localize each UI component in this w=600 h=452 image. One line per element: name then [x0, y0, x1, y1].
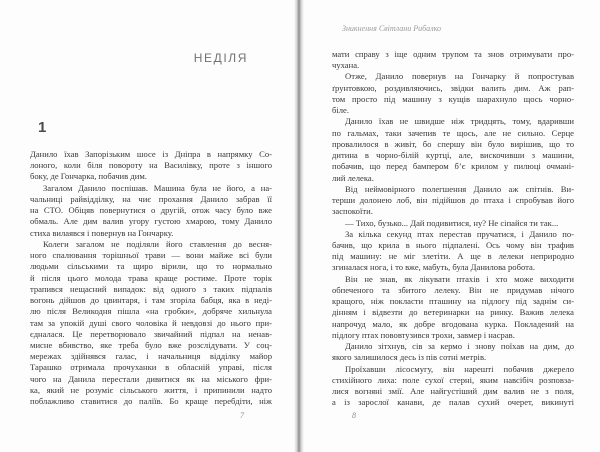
text-line: по гальмах, таки зачепив те щось, але не сильно. Серце — [332, 127, 574, 138]
text-line: провалилося в живіт, бо спершу він було вирішив, що то — [332, 138, 574, 149]
text-line: Отже, Данило повернув на Гончарку й попростував — [345, 71, 574, 82]
text-line: чухана. — [332, 60, 360, 71]
text-line: Данило зітхнув, сів за кермо і знову поїхав на дим, до — [345, 341, 574, 352]
text-line: вогонь дійшов до цвинтаря, і там згоріла бабця, яка в неді- — [30, 295, 272, 306]
text-line: — Тихо, бузько... Дай подивитися, ну? Не сіпайся ти так... — [345, 217, 559, 228]
page-right — [302, 0, 600, 452]
text-line: боку, де Гончарка, побачив дим. — [30, 171, 147, 182]
text-line: трапився нещасний випадок: від одного з таких підпалів — [30, 283, 272, 294]
text-line: заспокоїти. — [332, 206, 373, 217]
text-line: бачив, що крила в нього підпалені. Ось чому він трафив — [332, 239, 574, 250]
text-line: лоного, коли біля повороту на Василівку, проте з іншого — [30, 160, 272, 171]
text-line: чого на Данила перестали дивитися як на міського фри- — [30, 373, 272, 384]
text-line: обпеченого та збитого лелеку. Він не придумав нічого — [332, 284, 574, 295]
running-header: Зникнення Світлани Рибалко — [342, 24, 442, 33]
page-left — [0, 0, 298, 452]
text-line: Від неймовірного полегшення Данило аж спітнів. Ви- — [345, 183, 574, 194]
text-line: під машину: не міг злетіти. А ще в лелеки неприродно — [332, 251, 574, 262]
text-line: єдналася. Це перетворювало звичайний підпал на ненав- — [30, 328, 272, 339]
text-line: кращого, ніж покласти пташину на підлогу під заднім си- — [332, 296, 574, 307]
text-line: Він не знав, як лікувати птахів і хто може виходити — [345, 273, 574, 284]
chapter-title: НЕДІЛЯ — [193, 51, 248, 65]
text-line: людьми сільськими та щиро вірили, що то нормально — [30, 261, 272, 272]
text-line: чальниці райвідділку, на чиє прохання Данило забрав її — [30, 193, 272, 204]
text-line: стиха вилаявся і повернув на Гончарку. — [30, 227, 174, 238]
text-line: підлогу птах пововтузився трохи, завмер і насрав. — [332, 329, 515, 340]
text-line: мати справу з іще одним трупом та знов отримувати про- — [332, 49, 574, 59]
text-line: лий лелека. — [332, 172, 374, 183]
chapter-number: 1 — [38, 119, 47, 136]
text-line: Колеги загалом не поділяли його ставлення до весня- — [43, 238, 272, 249]
text-line: обмаль. Але дим валив угору густою хмарою, тому Данило — [30, 216, 272, 227]
text-line: Проїхавши лісосмугу, він нарешті побачив джерело — [345, 363, 574, 374]
text-line: ґрунтовкою, роздивляючись, звідки валить дим. Аж рап- — [332, 82, 574, 93]
text-line: якого залишилося десь із пів сотні метрів. — [332, 352, 487, 363]
text-line: лю після Великодня пішла «на гробки», добряче хильнула — [30, 306, 272, 317]
text-line: том просто під машину з кущів шарахнуло щось чорно- — [332, 93, 574, 104]
text-line: Тарашко отримала прочуханки в обласній управі, після — [30, 362, 272, 373]
text-line: стихійного лиха: поле сухої стерні, яким навсібіч розповза- — [332, 374, 574, 385]
text-line: напрочуд мало, як добре вгодована курка. Покладений на — [332, 318, 574, 329]
text-line: Данило їхав Запорізьким шосе із Дніпра в напрямку Со- — [30, 149, 272, 159]
text-line: біле. — [332, 105, 350, 116]
text-line: згиналася нога, і то вже, мабуть, була Данилова робота. — [332, 262, 535, 273]
text-line: дитина в чорно-білій куртці, але, вискочивши з машини, — [332, 150, 574, 161]
text-line: ка, який не розуміє сільського життя, і припинили надто — [30, 384, 272, 395]
text-line: дінням і відвезти до ветеринарки на ринку. Важив лелека — [332, 307, 574, 318]
text-line: поблажливо ставитися до паліїв. Бо краще перебдіти, ніж — [30, 396, 272, 407]
text-line: мережах здійнявся галас, і начальниця відділку майор — [30, 351, 272, 362]
text-line: мисне вбивство, яке треба було вже розслідувати. У соц- — [30, 339, 272, 350]
page-number-right: 8 — [352, 411, 356, 420]
text-line: ного спалювання торішньої трави — вони майже всі були — [30, 250, 272, 261]
text-line: й після цього молода трава краще ростиме. Проте торік — [30, 272, 272, 283]
text-line: лися вогняні змії. Але найгустіший дим валив не з поля, — [332, 386, 574, 397]
text-line: там за упокій душі свого чоловіка й невдовзі до нього при- — [30, 317, 272, 328]
text-line: Загалом Данило поспішав. Машина була не його, а на- — [43, 182, 272, 193]
text-line: За кілька секунд птах перестав пручатися, і Данило по- — [345, 228, 574, 239]
body-text-left — [30, 149, 272, 407]
text-line: а із зарослої канави, де палав сухий очерет, викинуті — [332, 397, 574, 408]
text-line: на СТО. Обіцяв повернутися о другій, отож часу було вже — [30, 205, 272, 216]
text-line: терши долонею лоб, він підійшов до птаха і спробував його — [332, 195, 574, 206]
text-line: побачив, що перед бампером б’є крилом у пилюці очмані- — [332, 161, 574, 172]
text-line: Данило їхав не швидше ніж тридцять, тому, вдаривши — [345, 116, 574, 127]
body-text-right — [332, 49, 574, 409]
page-number-left: 7 — [240, 411, 244, 420]
